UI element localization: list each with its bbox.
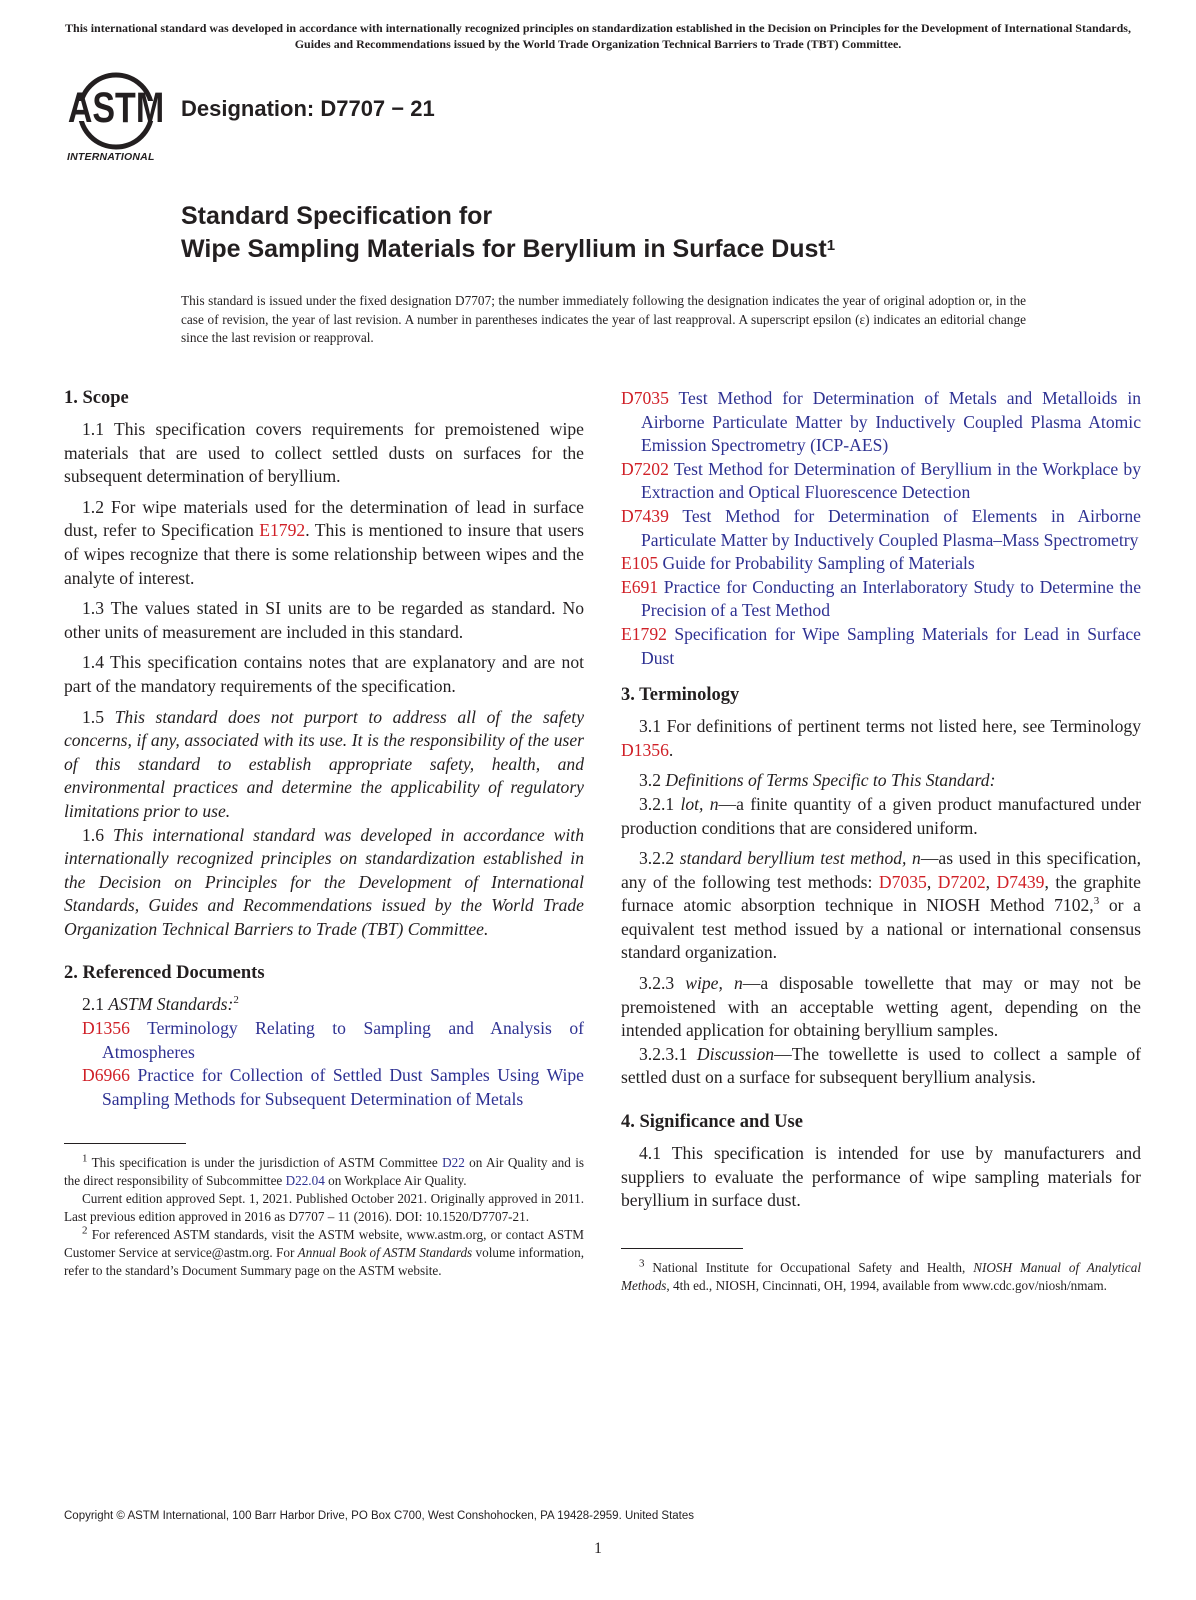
footnotes-left: [64, 1154, 584, 1280]
footnote-divider: [64, 1143, 186, 1144]
reference-list-left: [64, 1017, 584, 1111]
para-1-5: 1.5 This standard does not purport to address all of the safety concerns, if any, associated with its use. It is the responsibility of the user of this standard to establish appropriate safety, health, and environmental practices and determine the applicability of regulatory limitations prior to use.: [64, 706, 585, 821]
footnote-1-edition: Current edition approved Sept. 1, 2021. Published October 2021. Originally approved in 2011. Last previous edition approved in 2016 as D7707 – 11 (2016). DOI: 10.1520/D7707-21.: [64, 1191, 584, 1225]
reference-item[interactable]: D7439 Test Method for Determination of Elements in Airborne Particulate Matter by Inductively Coupled Plasma–Mass Spectrometry: [621, 505, 1141, 550]
footnote-3: $^3$ National Institute for Occupational Safety and Health, NIOSH Manual of Analytical Methods, 4th ed., NIOSH, Cincinnati, OH, 1994, available from www.cdc.gov/niosh/nmam.: [621, 1257, 1141, 1293]
astm-logo: [64, 71, 168, 167]
para-1-6: 1.6 This international standard was developed in accordance with internationally recognized principles on standardization established in the Decision on Principles for the Development of International Standards, Guides and Recommendations issued by the World Trade Organization Technical Barriers to Trade (TBT) Committee.: [64, 824, 584, 939]
copyright-notice: Copyright © ASTM International, 100 Barr Harbor Drive, PO Box C700, West Conshohocken, PA 19428-2959. United States: [64, 1510, 695, 1522]
svg-text:ASTM: ASTM: [67, 84, 165, 133]
para-3-2-3-1: 3.2.3.1 Discussion—The towellette is used to collect a sample of settled dust on a surface for subsequent beryllium analysis.: [621, 1043, 1141, 1088]
para-3-2-3: 3.2.3 wipe, n—a disposable towellette that may or may not be premoistened with an acceptable wetting agent, depending on the intended application for obtaining beryllium samples.: [621, 973, 1141, 1041]
para-1-4: 1.4 This specification contains notes that are explanatory and are not part of the mandatory requirements of the specification.: [64, 652, 584, 696]
reference-item[interactable]: E1792 Specification for Wipe Sampling Materials for Lead in Surface Dust: [621, 623, 1141, 668]
link-d22-04[interactable]: D22.04: [285, 1173, 325, 1189]
link-e1792[interactable]: E1792: [259, 520, 306, 541]
para-3-2-1: 3.2.1 lot, n—a finite quantity of a given product manufactured under production conditions that are considered uniform.: [621, 793, 1141, 838]
title-line-2: Wipe Sampling Materials for Beryllium in Surface Dust$^1$: [181, 235, 836, 263]
right-column: [621, 387, 1141, 1295]
para-3-2-2: 3.2.2 standard beryllium test method, n—as used in this specification, any of the following test methods: D7035, D7202, D7439, the graphite furnace atomic absorption technique in NIOSH Method 7102,$^3$ or a equivalent test method issued by a national or international consensus standard organization.: [621, 848, 1142, 963]
para-1-2: 1.2 For wipe materials used for the determination of lead in surface dust, refer to Specification E1792. This is mentioned to insure that users of wipes recognize that there is some relationship between wipes and the analyte of interest.: [64, 496, 584, 588]
logo-international-label: INTERNATIONAL: [67, 151, 155, 163]
astm-logo-icon: [64, 71, 168, 151]
reference-item[interactable]: D6966 Practice for Collection of Settled Dust Samples Using Wipe Sampling Methods for Subsequent Determination of Metals: [82, 1065, 584, 1109]
designation: Designation: D7707 − 21: [181, 96, 435, 121]
para-4-1: 4.1 This specification is intended for use by manufacturers and suppliers to evaluate the performance of wipe sampling materials for beryllium in surface dust.: [621, 1143, 1141, 1211]
link-d7439[interactable]: D7439: [996, 871, 1045, 892]
terminology-heading: 3. Terminology: [621, 685, 740, 706]
reference-item[interactable]: E691 Practice for Conducting an Interlaboratory Study to Determine the Precision of a Test Method: [621, 576, 1141, 621]
link-d1356[interactable]: D1356: [621, 739, 669, 760]
para-1-1: 1.1 This specification covers requirements for premoistened wipe materials that are used to collect settled dusts on surfaces for the subsequent determination of beryllium.: [64, 419, 584, 487]
footnote-2: $^2$ For referenced ASTM standards, visit the ASTM website, www.astm.org, or contact ASTM Customer Service at service@astm.org. For Annual Book of ASTM Standards volume information, refer to the standard’s Document Summary page on the ASTM website.: [64, 1225, 584, 1279]
scope-heading: 1. Scope: [64, 388, 129, 408]
reference-list-right: [621, 387, 1141, 670]
link-d22[interactable]: D22: [442, 1155, 465, 1171]
para-3-1: 3.1 For definitions of pertinent terms not listed here, see Terminology D1356.: [621, 716, 1141, 760]
reference-item[interactable]: D7035 Test Method for Determination of Metals and Metalloids in Airborne Particulate Matter by Inductively Coupled Plasma Atomic Emission Spectrometry (ICP-AES): [621, 388, 1141, 456]
footnote-1: $^1$ This specification is under the jurisdiction of ASTM Committee D22 on Air Quality and is the direct responsibility of Subcommittee D22.04 on Workplace Air Quality.: [64, 1153, 584, 1189]
title-line-1: Standard Specification for: [181, 202, 493, 230]
issuance-note: This standard is issued under the fixed designation D7707; the number immediately following the designation indicates the year of original adoption or, in the case of revision, the year of last revision. A number in parentheses indicates the year of last reapproval. A superscript epsilon (ε) indicates an editorial change since the last revision or reapproval.: [181, 293, 1026, 345]
left-column: [64, 387, 584, 1280]
referenced-documents-heading: 2. Referenced Documents: [64, 963, 265, 984]
international-standard-notice: This international standard was developed in accordance with internationally recognized principles on standardization established in the Decision on Principles for the Development of International Standards, Guides and Recommendations issued by the World Trade Organization Technical Barriers to Trade (TBT) Committee.: [65, 21, 1131, 51]
link-d7202[interactable]: D7202: [937, 871, 986, 892]
reference-item[interactable]: D7202 Test Method for Determination of Beryllium in the Workplace by Extraction and Optical Fluorescence Detection: [621, 458, 1141, 503]
reference-item[interactable]: E105 Guide for Probability Sampling of Materials: [621, 553, 975, 574]
significance-heading: 4. Significance and Use: [621, 1112, 803, 1133]
title-footnote-ref[interactable]: 1: [826, 237, 836, 254]
para-3-2: 3.2 Definitions of Terms Specific to This Standard:: [639, 770, 996, 791]
para-2-1: 2.1 ASTM Standards:$^2$: [82, 994, 239, 1015]
reference-item[interactable]: D1356 Terminology Relating to Sampling and Analysis of Atmospheres: [82, 1018, 584, 1062]
document-title: [181, 200, 835, 266]
footnote-divider: [621, 1248, 743, 1249]
link-d7035[interactable]: D7035: [878, 871, 927, 892]
page-number: 1: [594, 1540, 602, 1557]
para-1-3: 1.3 The values stated in SI units are to be regarded as standard. No other units of measurement are included in this standard.: [64, 598, 584, 642]
